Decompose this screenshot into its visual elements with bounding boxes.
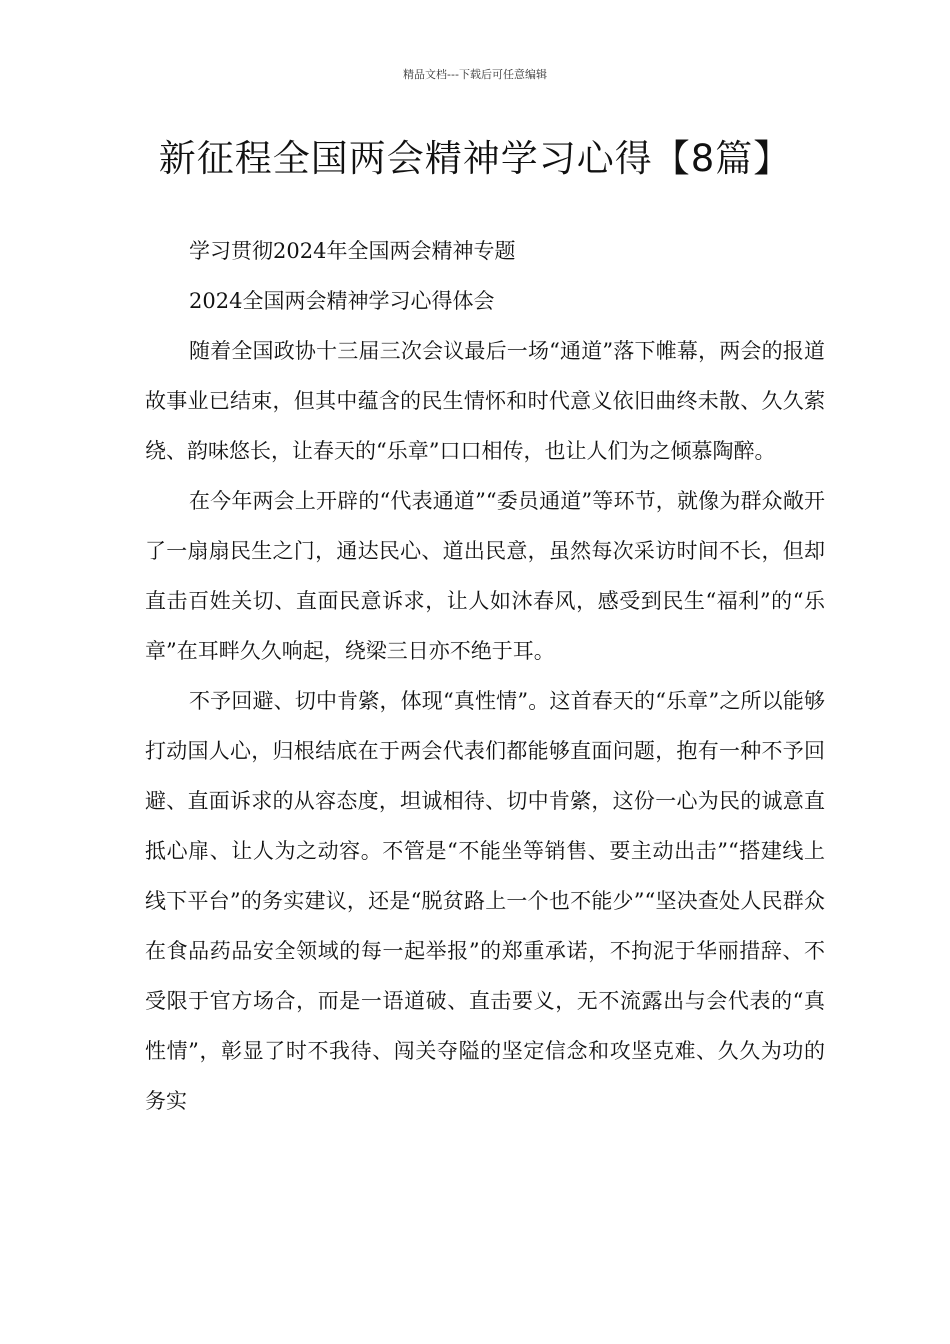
document-body [145,226,825,1126]
paragraph: 随着全国政协十三届三次会议最后一场“通道”落下帷幕，两会的报道故事业已结束，但其中蕴含的民生情怀和时代意义依旧曲终未散、久久萦绕、韵味悠长，让春天的“乐章”口口相传，也让人们为之倾慕陶醉。 [145,339,825,463]
paragraph-subtitle-1: 学习贯彻2024年全国两会精神专题 [189,239,516,263]
document-title: 新征程全国两会精神学习心得【8篇】 [158,137,792,180]
header-note: 精品文档---下载后可任意编辑 [403,68,547,81]
paragraph-subtitle-2: 2024全国两会精神学习心得体会 [189,289,495,313]
paragraph: 不予回避、切中肯綮，体现“真性情”。这首春天的“乐章”之所以能够打动国人心，归根结底在于两会代表们都能够直面问题，抱有一种不予回避、直面诉求的从容态度，坦诚相待、切中肯綮，这份一心为民的诚意直抵心扉、让人为之动容。不管是“不能坐等销售、要主动出击”“搭建线上线下平台”的务实建议，还是“脱贫路上一个也不能少”“坚决查处人民群众在食品药品安全领域的每一起举报”的郑重承诺，不拘泥于华丽措辞、不受限于官方场合，而是一语道破、直击要义，无不流露出与会代表的“真性情”，彰显了时不我待、闯关夺隘的坚定信念和攻坚克难、久久为功的务实 [145,689,825,1113]
paragraph: 在今年两会上开辟的“代表通道”“委员通道”等环节，就像为群众敞开了一扇扇民生之门，通达民心、道出民意，虽然每次采访时间不长，但却直击百姓关切、直面民意诉求，让人如沐春风，感受到民生“福利”的“乐章”在耳畔久久响起，绕梁三日亦不绝于耳。 [145,489,825,663]
